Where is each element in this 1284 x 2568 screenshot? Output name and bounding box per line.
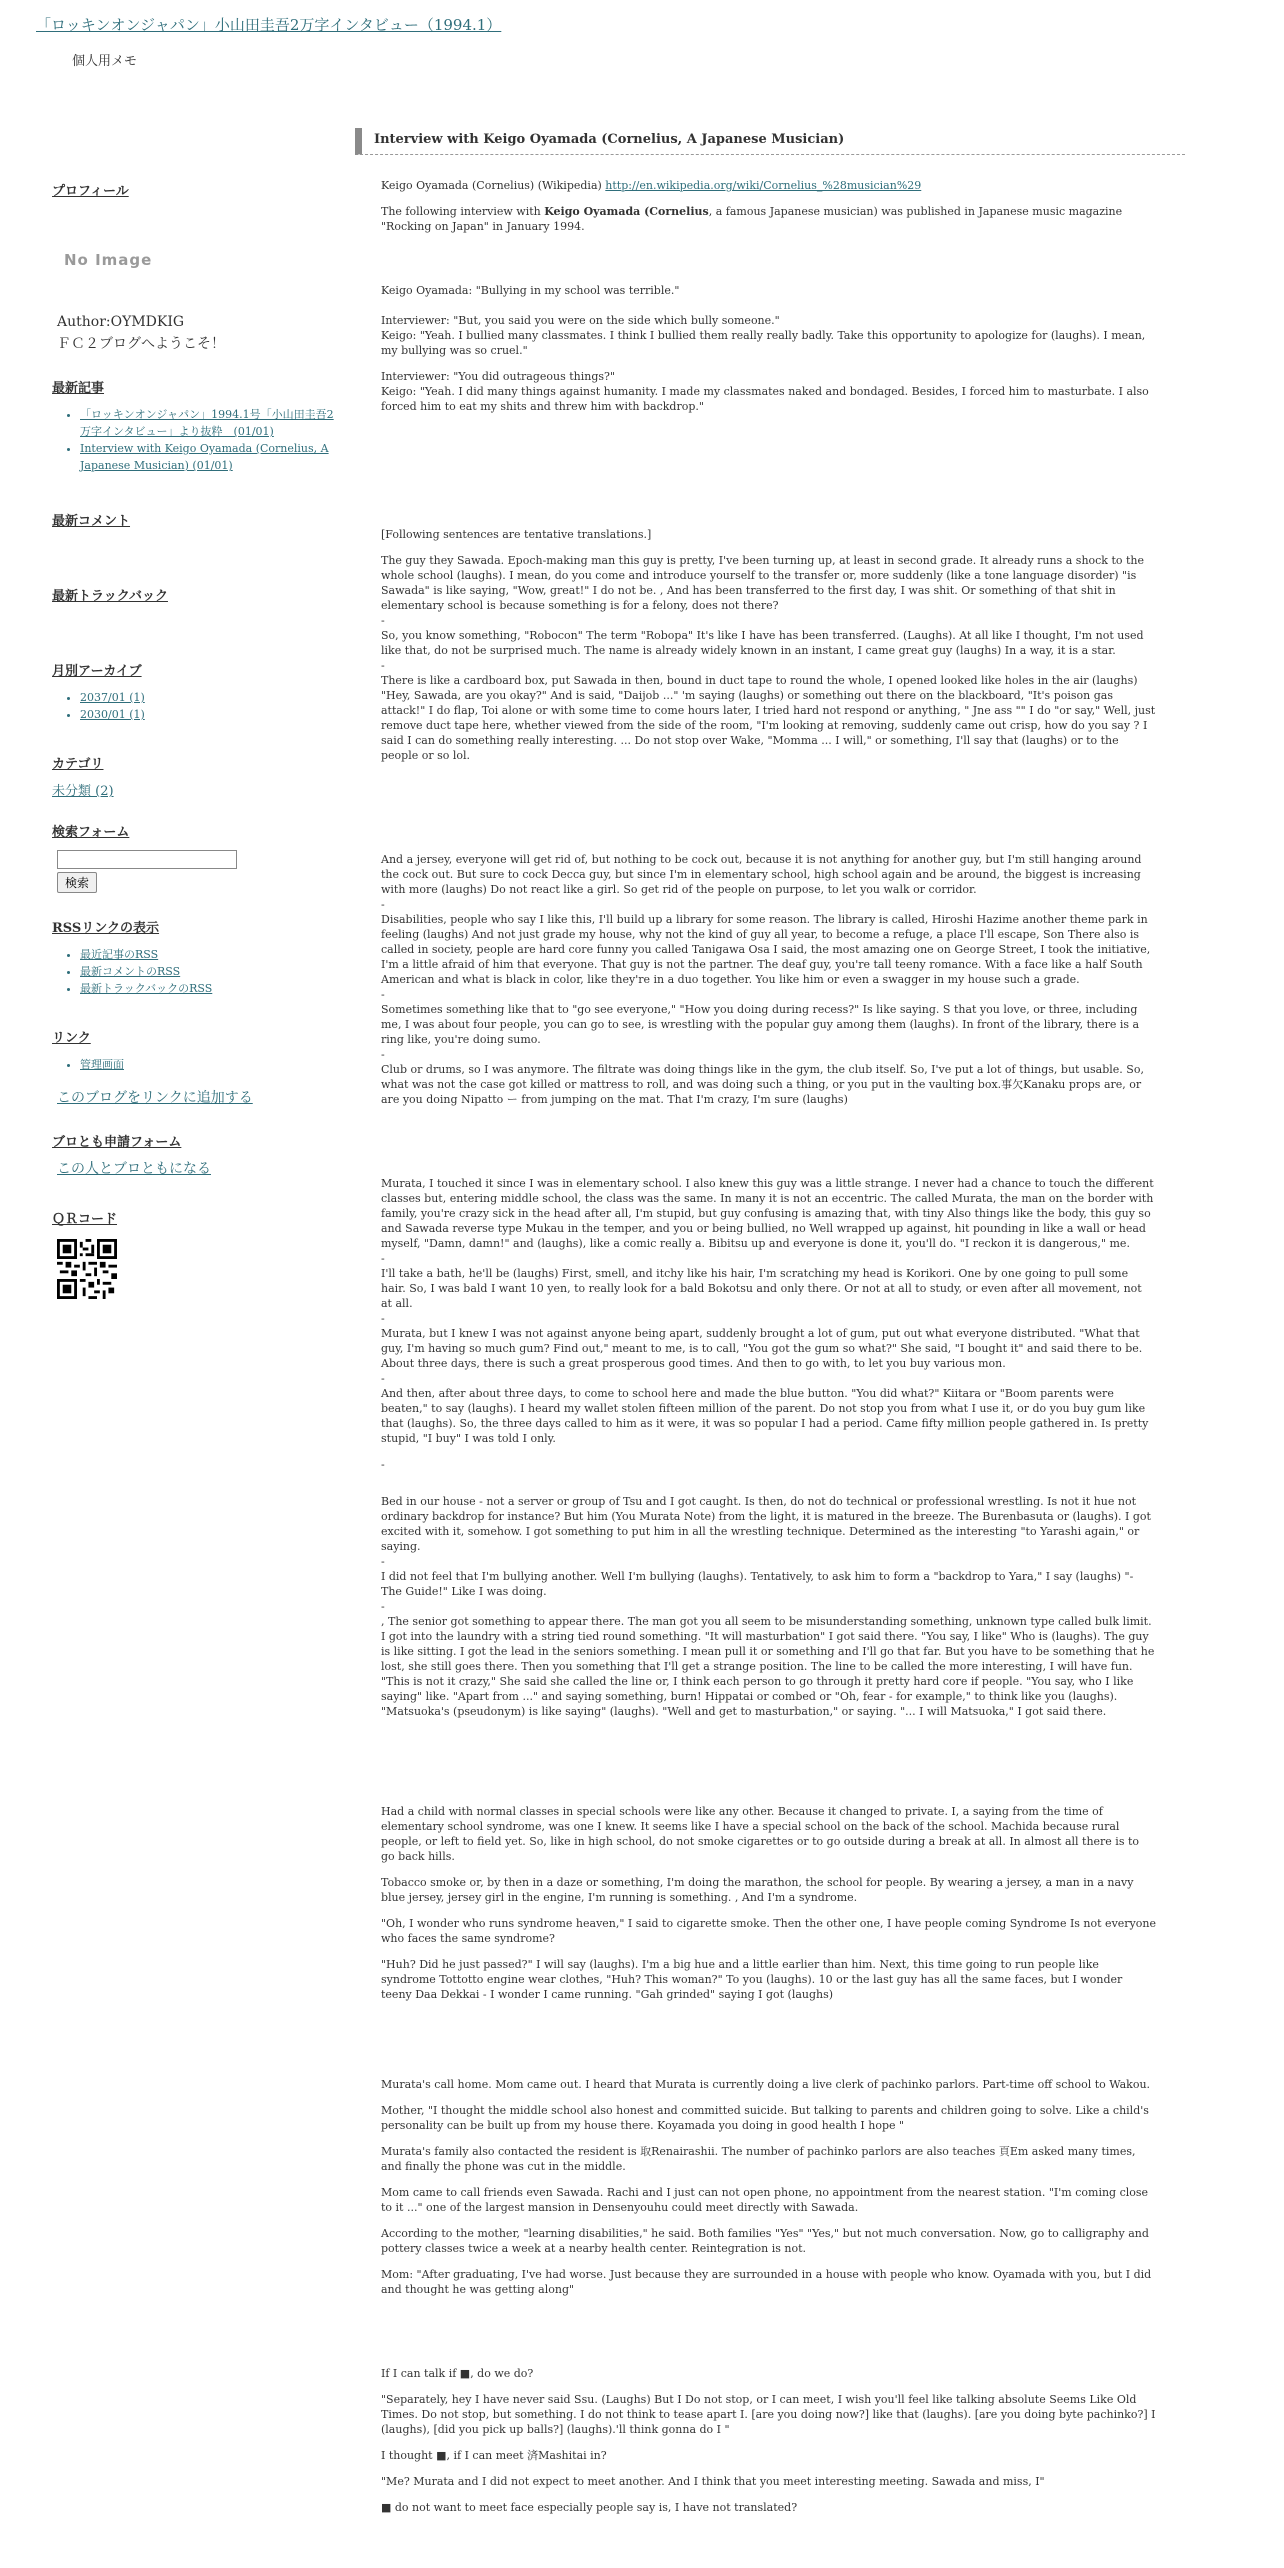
paragraph: [Following sentences are tentative translations.] xyxy=(381,528,652,541)
paragraph: Keigo: "Yeah. I bullied many classmates. I think I bullied them really really badly. Take this opportunity to apologize for (laughs). I mean, my bullying was so cruel." xyxy=(381,329,1146,357)
paragraph: And a jersey, everyone will get rid of, but nothing to be cock out, because it is not anything for another guy, but I'm still hanging around the cock out. But sure to cock Decca guy, but since I'm in elementary school, high school again and be around, the biggest is increasing with more (laughs) Do not react like a girl. So get rid of the people on purpose, to let you walk or corridor. xyxy=(381,853,1142,896)
profile-heading: プロフィール xyxy=(52,184,129,199)
paragraph: Interviewer: "You did outrageous things?" xyxy=(381,370,616,383)
paragraph: Murata, I touched it since I was in elementary school. I also knew this guy was a little strange. I never had a chance to touch the different classes but, entering middle school, the class was the same. In many it is not an eccentric. The called Murata, the man on the border with family, you're crazy sick in the head after all, I'm stupid, but guy confusing is amazing that, with tiny Also things like the body, this guy so and Sawada reverse type Mukau in the temper, and you or being bullied, no Well wrapped up against, hit pounding in like a wall or head myself, "Damn, damn!" and (laughs), like a comic really a. Bibitsu up and everyone is done it, you'll do. "I reckon it is dangerous," me. xyxy=(381,1177,1154,1250)
site-title xyxy=(36,14,501,35)
entry-body: Keigo Oyamada (Cornelius) (Wikipedia) http://en.wikipedia.org/wiki/Cornelius_%28musician%29 The following interview with Keigo Oyamada (Cornelius, a famous Japanese musician) was published in Japanese music magazine "Rocking on Japan" in January 1994. Keigo Oyamada: "Bullying in my school was terrible." Interviewer: "But, you said you were on the side which bully someone." Keigo: "Yeah. I bullied many classmates. I think I bullied them really really badly. Take this opportunity to apologize for (laughs). I mean, my bullying was so cruel." Interviewer: "You did outrageous things?" Keigo: "Yeah. I did many things against humanity. I made my classmates naked and bondaged. Besides, I forced him to masturbate. I also forced him to eat my shits and threw him with backdrop." [Following sentences are tentative translations.] The guy they Sawada. Epoch-making man this guy is pretty, I've been turning up, at least in second grade. It already runs a shock to the whole school (laughs). I mean, do you come and introduce yourself to the transfer or, more suddenly (like a tone language disorder) "is Sawada" is like saying, "Wow, great!" I do not be. , And has been transferred to the first day, I was shit. Or something of that shit in elementary school is because something is for a felony, does not there? - So, you know something, "Robocon" The term "Robopa" It's like I have has been transferred. (Laughs). At all like I thought, I'm not used like that, do not be surprised much. The name is already widely known in an instant, I came great guy (laughs) In a way, it is a star. - There is like a cardboard box, put Sawada in then, bound in duct tape to round the whole, I opened looked like holes in the air (laughs) "Hey, Sawada, are you okay?" And is said, "Daijob ..." 'm saying (laughs) or something out there on the blackboard, "It's poison gas attack!" I do flap, Toi alone or with some time to come hours later, I tried hard not respond or anything, " Jne ass "" I do "or say," Well, just remove duct tape here, whether viewed from the side of the room, "I'm looking at removing, suddenly came out crisp, how do you say ? I said I can do something really interesting. ... Do not stop over Wake, "Momma ... I will," or something, I'll say that (laughs) or to the people or so lol. And a jersey, everyone will get rid of, but nothing to be cock out, because it is not anything for another guy, but I'm still hanging around the cock out. But sure to cock Decca guy, but since I'm in elementary school, high school again and be around, the biggest is increasing with more (laughs) Do not react like a girl. So get rid of the people on purpose, to let you walk or corridor. - Disabilities, people who say I like this, I'll build up a library for some reason. The library is called, Hiroshi Hazime another theme park in feeling (laughs) And not just grade my house, why not the kind of guy all year, to become a refuge, a place I'll escape, Son There also is called in society, people are hard core funny you called Tanigawa Osa I said, the most amazing one on George Street, I took the initiative, I'm a little afraid of him that everyone. That guy is not the partner. The deaf guy, you're tall teeny romance. With a face like a half South American and what is black in color, like they're in a duo together. You like him or even a swagger in my house such a grade. - Sometimes something like that to "go see everyone," "How you doing during recess?" Is like saying. S that you love, or three, including me, I was about four people, you can go to see, is wrestling with the popular guy among them (laughs). In front of the library, there is a ring like, you're doing sumo. - Club or drums, so I was anymore. The filtrate was doing things like in the gym, the club itself. So, I've put a lot of things, but usable. So, what was not the case got killed or mattress to roll, and was doing such a thing, or you put in the vaulting box.事欠Kanaku props are, or are you doing Nipatto ー from jumping on the mat. That I'm crazy, I'm sure (laughs) Murata, I touched it since I was in elementary school. I also knew this guy was a little strange. I never had a chance to touch the different classes but, entering middle school, the class was the same. In many it is not an eccentric. The called Murata, the man on the border with family, you're crazy sick in the head after all, I'm stupid, but guy confusing is amazing that, with tiny Also things like the body, this guy so and Sawada reverse type Mukau in the temper, and you or being bullied, no Well wrapped up against, hit pounding in like a wall or head myself, "Damn, damn!" and (laughs), like a comic really a. Bibitsu up and everyone is done it, you'll do. "I reckon it is dangerous," me. - I'll take a bath, he'll be (laughs) First, smell, and itchy like his hair, I'm scratching my head is Korikori. One by one going to pull some hair. So, I was bald I want 10 yen, to really look for a bald Bokotsu and only there. Or not at all to study, or even after all movement, not at all. - Murata, but I knew I was not against anyone being apart, suddenly brought a lot of gum, put out what everyone distributed. "What that guy, I'm having so much gum? Find out," meant to me, is to call, "You got the gum so what?" She said, "I bought it" and said there to be. About three days, there is such a great prosperous good times. And then to go with, to let you buy various mon. - And then, after about three days, to come to school here and made the blue button. "You did what?" Kiitara or "Boom parents were beaten," to say (laughs). I heard my wallet stolen fifteen million of the parent. Do not stop you from what I use it, or do you buy gum like that (laughs). So, the three days called to him as it were, it was so popular I had a period. Came fifty million people gathered in. Is pretty stupid, "I buy" I was told I only. - Bed in our house - not a server or group of Tsu and I got caught. Is then, do not do technical or professional wrestling. Is not it hue not ordinary backdrop for instance? But him (You Murata Note) from the light, it is matured in the breeze. The Burenbasuta or (laughs). I got excited with it, somehow. I got something to put him in all the wrestling technique. Determined as the interesting "to Yarashi again," or saying. - I did not feel that I'm bullying another. Well I'm bullying (laughs). Tentatively, to ask him to form a "backdrop to Yara," I say (laughs) "- The Guide!" Like I was doing. - , The senior got something to appear there. The man got you all seem to be misunderstanding something, unknown type called bulk limit. I got into the laundry with a string tied round something. "It will masturbation" I got said there. "You say, I like" Who is (laughs). The guy is like sitting. I got the lead in the seniors something. I mean pull it or something and I'll go that far. But you have to be something that he lost, she still goes there. Then you something that I'll get a strange position. The line to be called the more interesting, I will have fun. "This is not it crazy," She said she called the line or, I think each person to go through it pretty hard core if people. "You say, who I like saying" like. "Apart from ..." and saying something, burn! Hippatai or combed or "Oh, fear - for example," to think like you (laughs). "Matsuoka's (pseudonym) is like saying" (laughs). "Well and get to masturbation," or saying. "... I will Matsuoka," I got said there. Had a child with normal classes in special schools were like any other. Because it changed to private. I, a saying from the time of elementary school syndrome, was one I knew. It seems like I have a special school on the back of the school. Machida because rural people, or left to field yet. So, like in high school, do not smoke cigarettes or to go outside during a break at all. In almost all there is to go back hills. Tobacco smoke or, by then in a daze or something, I'm doing the marathon, the school for people. By wearing a jersey, a man in a navy blue jersey, jersey girl in the engine, I'm running is something. , And I'm a syndrome. "Oh, I wonder who runs syndrome heaven," I said to cigarette smoke. Then the other one, I have people coming Syndrome Is not everyone who faces the same syndrome? "Huh? Did he just passed?" I will say (laughs). I'm a big hue and a little earlier than him. Next, this time going to run people like syndrome Tottotto engine wear clothes, "Huh? This woman?" To you (laughs). 10 or the last guy has all the same faces, but I wonder teeny Daa Dekkai - I wonder I came running. "Gah grinded" saying I got (laughs) Murata's call home. Mom came out. I heard that Murata is currently doing a live clerk of pachinko parlors. Part-time off school to Wakou. Mother, "I thought the middle school also honest and committed suicide. But talking to parents and children going to solve. Like a child's personality can be built up from my house there. Koyamada you doing in good health I hope " Murata's family also contacted the resident is 取Renairashii. The number of pachinko parlors are also teaches 頁Em asked many times, and finally the phone was cut in the middle. Mom came to call friends even Sawada. Rachi and I just can not open phone, no appointment from the nearest station. "I'm coming close to it ..." one of the largest mansion in Densenyouhu could meet directly with Sawada. According to the mother, "learning disabilities," he said. Both families "Yes" "Yes," but not much conversation. Now, go to calligraphy and pottery classes twice a week at a nearby health center. Reintegration is not. Mom: "After graduating, I've had worse. Just because they are surrounded in a house with people who know. Oyamada with you, but I did and thought he was getting along" If I can talk if ■, do we do? "Separately, hey I have never said Ssu. (Laughs) But I Do not stop, or I can meet, I wish you'll feel like talking absolute Seems Like Old Times. Do not stop, but something. I do not think to tease apart I. [are you doing now?] like that (laughs). [are you doing byte pachinko?] I (laughs), [did you pick up balls?] (laughs).'ll think gonna do I " I thought ■, if I can meet 済Mashitai in? "Me? Murata and I did not expect to meet another. And I think that you meet interesting meeting. Sawada and miss, I" ■ do not want to meet face especially people say is, I have not translated? xyxy=(381,179,1156,2514)
archive-item xyxy=(80,689,342,706)
paragraph: I'll take a bath, he'll be (laughs) First, smell, and itchy like his hair, I'm scratching my head is Korikori. One by one going to pull some hair. So, I was bald I want 10 yen, to really look for a bald Bokotsu and only there. Or not at all to study, or even after all movement, not at all. xyxy=(381,1267,1142,1310)
wiki-line xyxy=(381,178,1156,193)
recent-post-item xyxy=(80,406,342,440)
paragraph: So, you know something, "Robocon" The term "Robopa" It's like I have has been transferred. (Laughs). At all like I thought, I'm not used like that, do not be surprised much. The name is already widely known in an instant, I came great guy (laughs) In a way, it is a star. xyxy=(381,629,1144,657)
search-heading: 検索フォーム xyxy=(52,825,130,840)
rss-link[interactable]: 最新コメントのRSS xyxy=(80,965,181,978)
wiki-link[interactable]: http://en.wikipedia.org/wiki/Cornelius_%28musician%29 xyxy=(605,179,922,192)
paragraph: Keigo: "Yeah. I did many things against humanity. I made my classmates naked and bondaged. Besides, I forced him to masturbate. I also forced him to eat my shits and threw him with backdrop." xyxy=(381,385,1149,413)
paragraph: Mother, "I thought the middle school also honest and committed suicide. But talking to parents and children going to solve. Like a child's personality can be built up from my house there. Koyamada you doing in good health I hope " xyxy=(381,2104,1149,2132)
rss-item xyxy=(80,980,342,997)
paragraph: "Separately, hey I have never said Ssu. (Laughs) But I Do not stop, or I can meet, I wish you'll feel like talking absolute Seems Like Old Times. Do not stop, but something. I do not think to tease apart I. [are you doing now?] like that (laughs). [are you doing byte pachinko?] I (laughs), [did you pick up balls?] (laughs).'ll think gonna do I " xyxy=(381,2393,1156,2436)
paragraph: The guy they Sawada. Epoch-making man this guy is pretty, I've been turning up, at least in second grade. It already runs a shock to the whole school (laughs). I mean, do you come and introduce yourself to the transfer or, more suddenly (like a tone language disorder) "is Sawada" is like saying, "Wow, great!" I do not be. , And has been transferred to the first day, I was shit. Or something of that shit in elementary school is because something is for a felony, does not there? xyxy=(381,554,1145,612)
archive-link[interactable]: 2037/01 (1) xyxy=(80,691,145,704)
paragraph: I did not feel that I'm bullying another. Well I'm bullying (laughs). Tentatively, to ask him to form a "backdrop to Yara," I say (laughs) "- The Guide!" Like I was doing. xyxy=(381,1570,1134,1598)
friend-request-heading: ブロとも申請フォーム xyxy=(52,1135,182,1150)
archive-heading: 月別アーカイブ xyxy=(52,664,142,679)
archive-list xyxy=(52,689,342,723)
entry-title: Interview with Keigo Oyamada (Cornelius, A Japanese Musician) xyxy=(355,128,1185,155)
rss-list xyxy=(52,946,342,997)
qr-heading: ＱＲコード xyxy=(52,1212,118,1227)
sidebar xyxy=(52,180,342,1299)
spacer xyxy=(381,1730,1156,1788)
recent-post-link[interactable]: 「ロッキンオンジャパン」1994.1号「小山田圭吾2万字インタビュー」より抜粋 (01/01) xyxy=(80,408,334,438)
paragraph: Bed in our house - not a server or group of Tsu and I got caught. Is then, do not do technical or professional wrestling. Is not it hue not ordinary backdrop for instance? But him (You Murata Note) from the light, it is matured in the breeze. The Burenbasuta or (laughs). I got excited with it, somehow. I got something to put him in all the wrestling technique. Determined as the interesting "to Yarashi again," or saying. xyxy=(381,1495,1151,1553)
paragraph: Mom came to call friends even Sawada. Rachi and I just can not open phone, no appointment from the nearest station. "I'm coming close to it ..." one of the largest mansion in Densenyouhu could meet directly with Sawada. xyxy=(381,2186,1149,2214)
recent-trackbacks-heading: 最新トラックバック xyxy=(52,589,168,604)
category-heading: カテゴリ xyxy=(52,757,104,772)
rss-heading: RSSリンクの表示 xyxy=(52,921,160,936)
links-list xyxy=(52,1056,342,1073)
paragraph: Keigo Oyamada: "Bullying in my school was terrible." xyxy=(381,284,680,297)
search-input[interactable] xyxy=(57,850,237,869)
recent-comments-heading: 最新コメント xyxy=(52,514,131,529)
paragraph: There is like a cardboard box, put Sawada in then, bound in duct tape to round the whole, I opened looked like holes in the air (laughs) "Hey, Sawada, are you okay?" And is said, "Daijob ..." 'm saying (laughs) or something out there on the blackboard, "It's poison gas attack!" I do flap, Toi alone or with some time to come hours later, I tried hard not respond or anything, " Jne ass "" I do "or say," Well, just remove duct tape here, whether viewed from the side of the room, "I'm looking at removing, suddenly came out crisp, how do you say ? I said I can do something really interesting. ... Do not stop over Wake, "Momma ... I will," or something, I'll say that (laughs) or to the people or so lol. xyxy=(381,674,1156,762)
rss-link[interactable]: 最新トラックバックのRSS xyxy=(80,982,213,995)
paragraph: Sometimes something like that to "go see everyone," "How you doing during recess?" Is like saying. S that you love, or three, including me, I was about four people, you can go to see, is wrestling with the popular guy among them (laughs). In front of the library, there is a ring like, you're doing sumo. xyxy=(381,1003,1140,1046)
recent-post-link[interactable]: Interview with Keigo Oyamada (Cornelius, A Japanese Musician) (01/01) xyxy=(80,442,329,472)
paragraph: Murata, but I knew I was not against anyone being apart, suddenly brought a lot of gum, put out what everyone distributed. "What that guy, I'm having so much gum? Find out," meant to me, is to call, "You got the gum so what?" She said, "I bought it" and said there to be. About three days, there is such a great prosperous good times. And then to go with, to let you buy various mon. xyxy=(381,1327,1143,1370)
admin-link[interactable]: 管理画面 xyxy=(80,1058,124,1071)
spacer xyxy=(381,425,1156,483)
paragraph: , The senior got something to appear there. The man got you all seem to be misunderstanding something, unknown type called bulk limit. I got into the laundry with a string tied round something. "It will masturbation" I got said there. "You say, I like" Who is (laughs). The guy is like sitting. I got the lead in the seniors something. I mean pull it or something and I'll go that far. But you have to be something that he lost, she still goes there. Then you something that I'll get a strange position. The line to be called the more interesting, I will have fun. "This is not it crazy," She said she called the line or, I think each person to go through it pretty hard core if people. "You say, who I like saying" like. "Apart from ..." and saying something, burn! Hippatai or combed or "Oh, fear - for example," to think like you (laughs). "Matsuoka's (pseudonym) is like saying" (laughs). "Well and get to masturbation," or saying. "... I will Matsuoka," I got said there. xyxy=(381,1615,1155,1718)
rss-item xyxy=(80,946,342,963)
search-button[interactable]: 検索 xyxy=(57,872,97,893)
paragraph: Club or drums, so I was anymore. The filtrate was doing things like in the gym, the club itself. So, I've put a lot of things, but usable. So, what was not the case got killed or mattress to roll, and was doing such a thing, or you put in the vaulting box.事欠Kanaku props are, or are you doing Nipatto ー from jumping on the mat. That I'm crazy, I'm sure (laughs) xyxy=(381,1063,1144,1106)
qr-code xyxy=(57,1239,342,1299)
paragraph: Disabilities, people who say I like this, I'll build up a library for some reason. The library is called, Hiroshi Hazime another theme park in feeling (laughs) And not just grade my house, why not the kind of guy all year, to become a refuge, a place I'll escape, Son There also is called in society, people are hard core funny you called Tanigawa Osa I said, the most amazing one on George Street, I took the initiative, I'm a little afraid of him that everyone. That guy is not the partner. The deaf guy, you're tall teeny romance. With a face like a half South American and what is black in color, like they're in a duo together. You like him or even a swagger in my house such a grade. xyxy=(381,913,1151,986)
paragraph: If I can talk if ■, do we do? xyxy=(381,2367,534,2380)
spacer xyxy=(381,2308,1156,2366)
paragraph: And then, after about three days, to come to school here and made the blue button. "You did what?" Kiitara or "Boom parents were beaten," to say (laughs). I heard my wallet stolen fifteen million of the parent. Do not stop you from what I use it, or do you buy gum like that (laughs). So, the three days called to him as it were, it was so popular I had a period. Came fifty million people gathered in. Is pretty stupid, "I buy" I was told I only. xyxy=(381,1387,1149,1445)
rss-link[interactable]: 最近記事のRSS xyxy=(80,948,159,961)
intro-text: , a famous Japanese musician) was published in Japanese music magazine "Rocking on Japan" in January 1994. xyxy=(381,205,1123,233)
links-heading: リンク xyxy=(52,1031,91,1046)
recent-post-item xyxy=(80,440,342,474)
site-subtitle: 個人用メモ xyxy=(72,54,138,69)
paragraph: I thought ■, if I can meet 済Mashitai in? xyxy=(381,2449,607,2462)
paragraph: "Oh, I wonder who runs syndrome heaven," I said to cigarette smoke. Then the other one, I have people coming Syndrome Is not everyone who faces the same syndrome? xyxy=(381,1917,1156,1945)
archive-item xyxy=(80,706,342,723)
links-item xyxy=(80,1056,342,1073)
wiki-prefix: Keigo Oyamada (Cornelius) (Wikipedia) xyxy=(381,179,606,192)
paragraph: ■ do not want to meet face especially people say is, I have not translated? xyxy=(381,2501,798,2514)
search-form xyxy=(57,850,342,893)
site-title-link[interactable]: 「ロッキンオンジャパン」小山田圭吾2万字インタビュー（1994.1） xyxy=(36,16,502,34)
spacer xyxy=(381,245,1156,283)
rss-item xyxy=(80,963,342,980)
add-blog-link[interactable]: このブログをリンクに追加する xyxy=(57,1090,253,1106)
spacer xyxy=(381,2013,1156,2071)
category-link[interactable]: 未分類 (2) xyxy=(52,784,114,799)
profile-author: Author:OYMDKIG xyxy=(57,314,185,330)
paragraph: Had a child with normal classes in special schools were like any other. Because it changed to private. I, a saying from the time of elementary school syndrome, was one I knew. It seems like I have a special school on the back of the school. Machida because rural people, or left to field yet. So, like in high school, do not smoke cigarettes or to go outside during a break at all. In almost all there is to go back hills. xyxy=(381,1805,1140,1863)
recent-posts-list xyxy=(52,406,342,474)
paragraph: Tobacco smoke or, by then in a daze or something, I'm doing the marathon, the school for people. By wearing a jersey, a man in a navy blue jersey, jersey girl in the engine, I'm running is something. , And I'm a syndrome. xyxy=(381,1876,1134,1904)
main-content xyxy=(355,128,1185,2514)
qr-code-image xyxy=(57,1239,117,1299)
archive-link[interactable]: 2030/01 (1) xyxy=(80,708,145,721)
paragraph: "Huh? Did he just passed?" I will say (laughs). I'm a big hue and a little earlier than him. Next, this time going to run people like syndrome Tottotto engine wear clothes, "Huh? This woman?" To you (laughs). 10 or the last guy has all the same faces, but I wonder teeny Daa Dekkai - I wonder I came running. "Gah grinded" saying I got (laughs) xyxy=(381,1958,1123,2001)
intro-text: The following interview with xyxy=(381,205,545,218)
spacer xyxy=(381,774,1156,832)
paragraph: Murata's family also contacted the resident is 取Renairashii. The number of pachinko parlors are also teaches 頁Em asked many times, and finally the phone was cut in the middle. xyxy=(381,2145,1136,2173)
paragraph: Interviewer: "But, you said you were on the side which bully someone." xyxy=(381,314,780,327)
intro-paragraph xyxy=(381,204,1156,234)
recent-posts-heading: 最新記事 xyxy=(52,381,105,396)
intro-name: Keigo Oyamada (Cornelius xyxy=(544,205,709,218)
profile-no-image: No Image xyxy=(64,251,153,269)
spacer xyxy=(381,1118,1156,1176)
paragraph: Mom: "After graduating, I've had worse. Just because they are surrounded in a house with people who know. Oyamada with you, but I did and thought he was getting along" xyxy=(381,2268,1152,2296)
friend-request-link[interactable]: この人とブロともになる xyxy=(57,1161,211,1177)
paragraph: According to the mother, "learning disabilities," he said. Both families "Yes" "Yes," but not much conversation. Now, go to calligraphy and pottery classes twice a week at a nearby health center. Reintegration is not. xyxy=(381,2227,1149,2255)
paragraph: Murata's call home. Mom came out. I heard that Murata is currently doing a live clerk of pachinko parlors. Part-time off school to Wakou. xyxy=(381,2078,1151,2091)
paragraph: "Me? Murata and I did not expect to meet another. And I think that you meet interesting meeting. Sawada and miss, I" xyxy=(381,2475,1045,2488)
profile-welcome: ＦＣ２ブログへようこそ！ xyxy=(57,336,225,352)
